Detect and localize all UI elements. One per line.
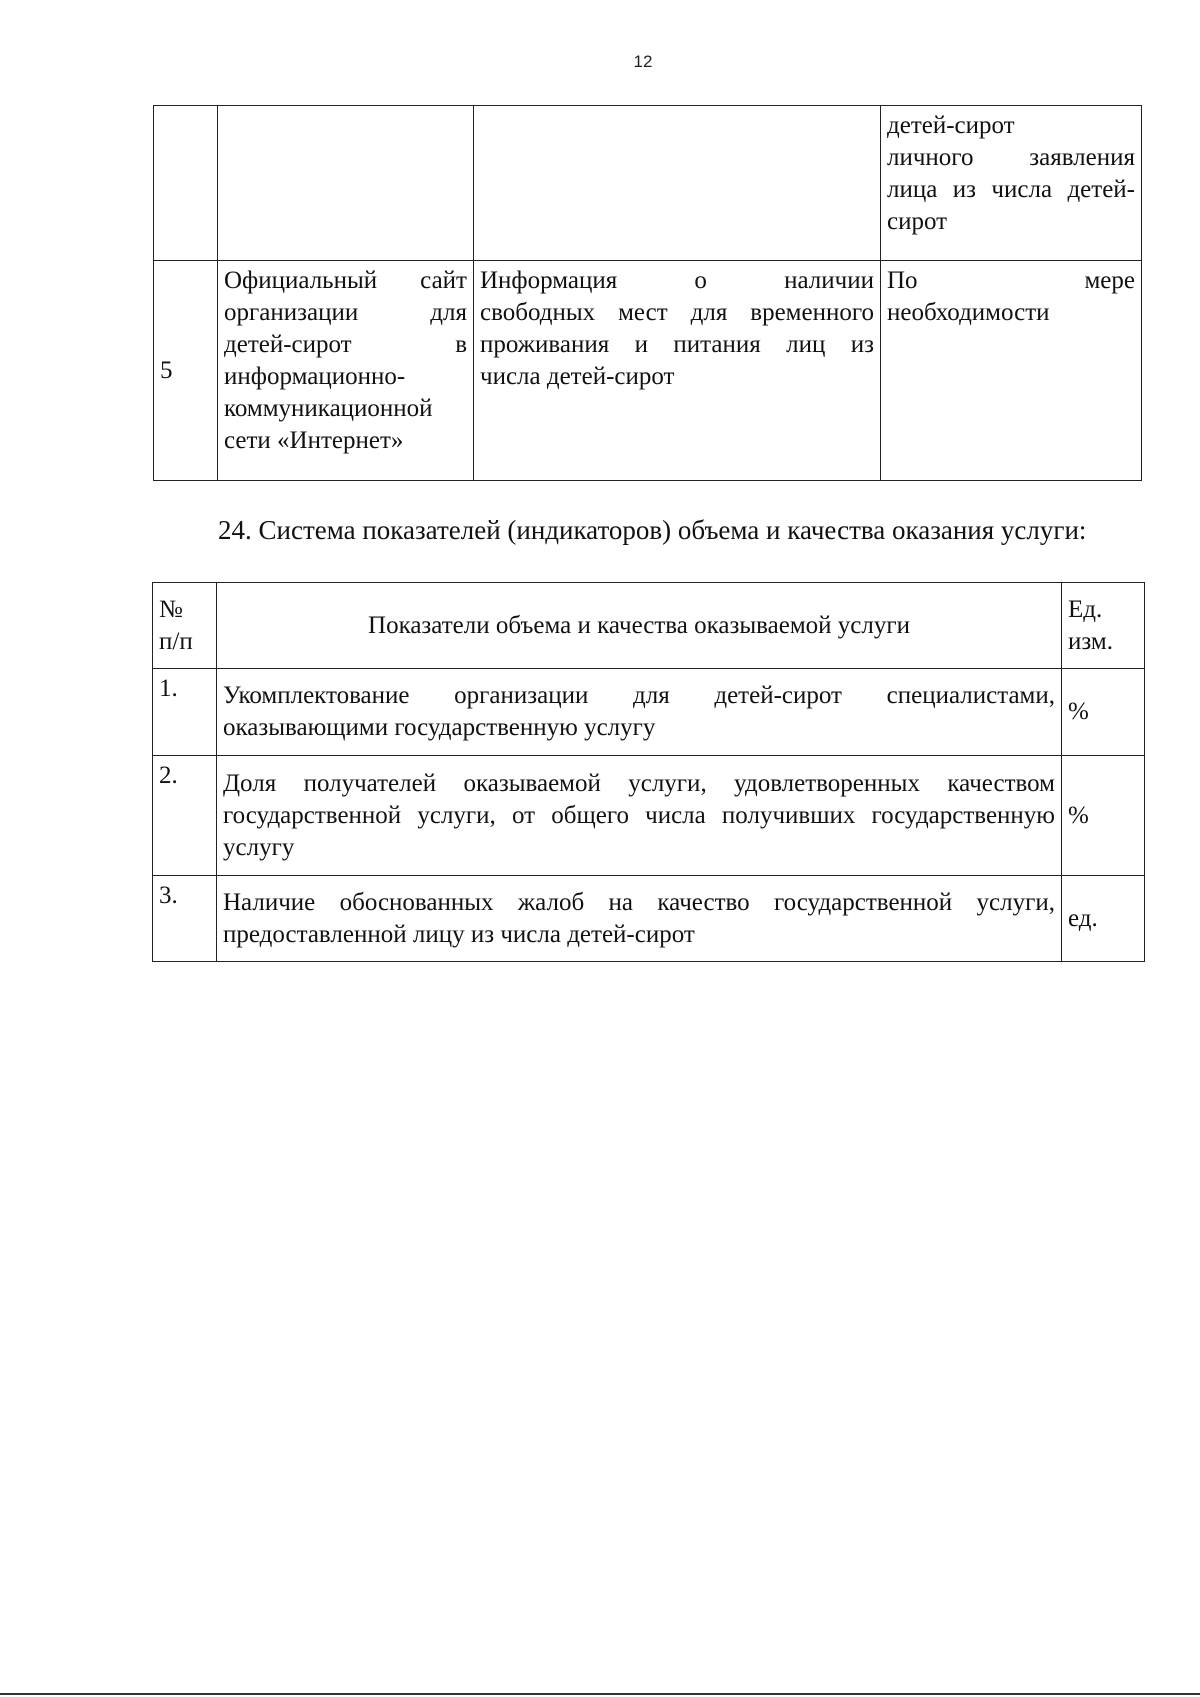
cell-line: Информация о наличии bbox=[480, 267, 874, 294]
cell-line: организации для bbox=[224, 299, 467, 326]
cell-line: сирот bbox=[887, 208, 948, 235]
cell-line: Официальный сайт bbox=[224, 267, 467, 294]
row-number-cell bbox=[154, 106, 218, 261]
source-cell bbox=[218, 261, 474, 481]
cell-line: детей-сирот bbox=[887, 112, 1015, 139]
table-row bbox=[153, 756, 1145, 876]
cell-line: числа детей-сирот bbox=[480, 363, 675, 390]
cell-line: необходимости bbox=[887, 299, 1050, 326]
cell-line: проживания и питания лиц из bbox=[480, 331, 874, 358]
row-number-cell: 3. bbox=[153, 876, 217, 962]
unit-cell: % bbox=[1062, 669, 1145, 756]
unit-cell: ед. bbox=[1062, 876, 1145, 962]
indicator-cell: Доля получателей оказываемой услуги, удовлетворенных качеством государственной услуги, от общего числа получивших государственную услугу bbox=[217, 756, 1062, 876]
cell-line: свободных мест для временного bbox=[480, 299, 874, 326]
row-number-cell: 5 bbox=[154, 261, 218, 481]
page-bottom-edge bbox=[0, 1693, 1200, 1695]
indicator-cell: Наличие обоснованных жалоб на качество государственной услуги, предоставленной лицу из числа детей-сирот bbox=[217, 876, 1062, 962]
indicators-table bbox=[152, 582, 1145, 962]
cell-line: личного заявления bbox=[887, 144, 1135, 171]
info-cell bbox=[474, 106, 881, 261]
frequency-cell bbox=[881, 261, 1142, 481]
indicator-cell: Укомплектование организации для детей-сирот специалистами, оказывающими государственную услугу bbox=[217, 669, 1062, 756]
unit-cell: % bbox=[1062, 756, 1145, 876]
header-num: № п/п bbox=[153, 583, 217, 669]
cell-line: информационно- bbox=[224, 363, 406, 390]
source-cell bbox=[218, 106, 474, 261]
header-unit: Ед. изм. bbox=[1062, 583, 1145, 669]
cell-line: коммуникационной bbox=[224, 395, 433, 422]
cell-line: По мере bbox=[887, 267, 1135, 294]
cell-line: сети «Интернет» bbox=[224, 427, 404, 454]
table-header-row bbox=[153, 583, 1145, 669]
table-row bbox=[154, 106, 1142, 261]
page-number: 12 bbox=[633, 52, 653, 71]
table-row bbox=[153, 876, 1145, 962]
table-row bbox=[154, 261, 1142, 481]
row-number-cell: 2. bbox=[153, 756, 217, 876]
continuation-table bbox=[153, 105, 1142, 481]
frequency-cell bbox=[881, 106, 1142, 261]
section-heading: 24. Система показателей (индикаторов) объема и качества оказания услуги: bbox=[218, 515, 1087, 545]
row-number-cell: 1. bbox=[153, 669, 217, 756]
header-indicator: Показатели объема и качества оказываемой услуги bbox=[217, 583, 1062, 669]
cell-line: лица из числа детей- bbox=[887, 176, 1135, 203]
info-cell bbox=[474, 261, 881, 481]
cell-line: детей-сирот в bbox=[224, 331, 467, 358]
table-row bbox=[153, 669, 1145, 756]
